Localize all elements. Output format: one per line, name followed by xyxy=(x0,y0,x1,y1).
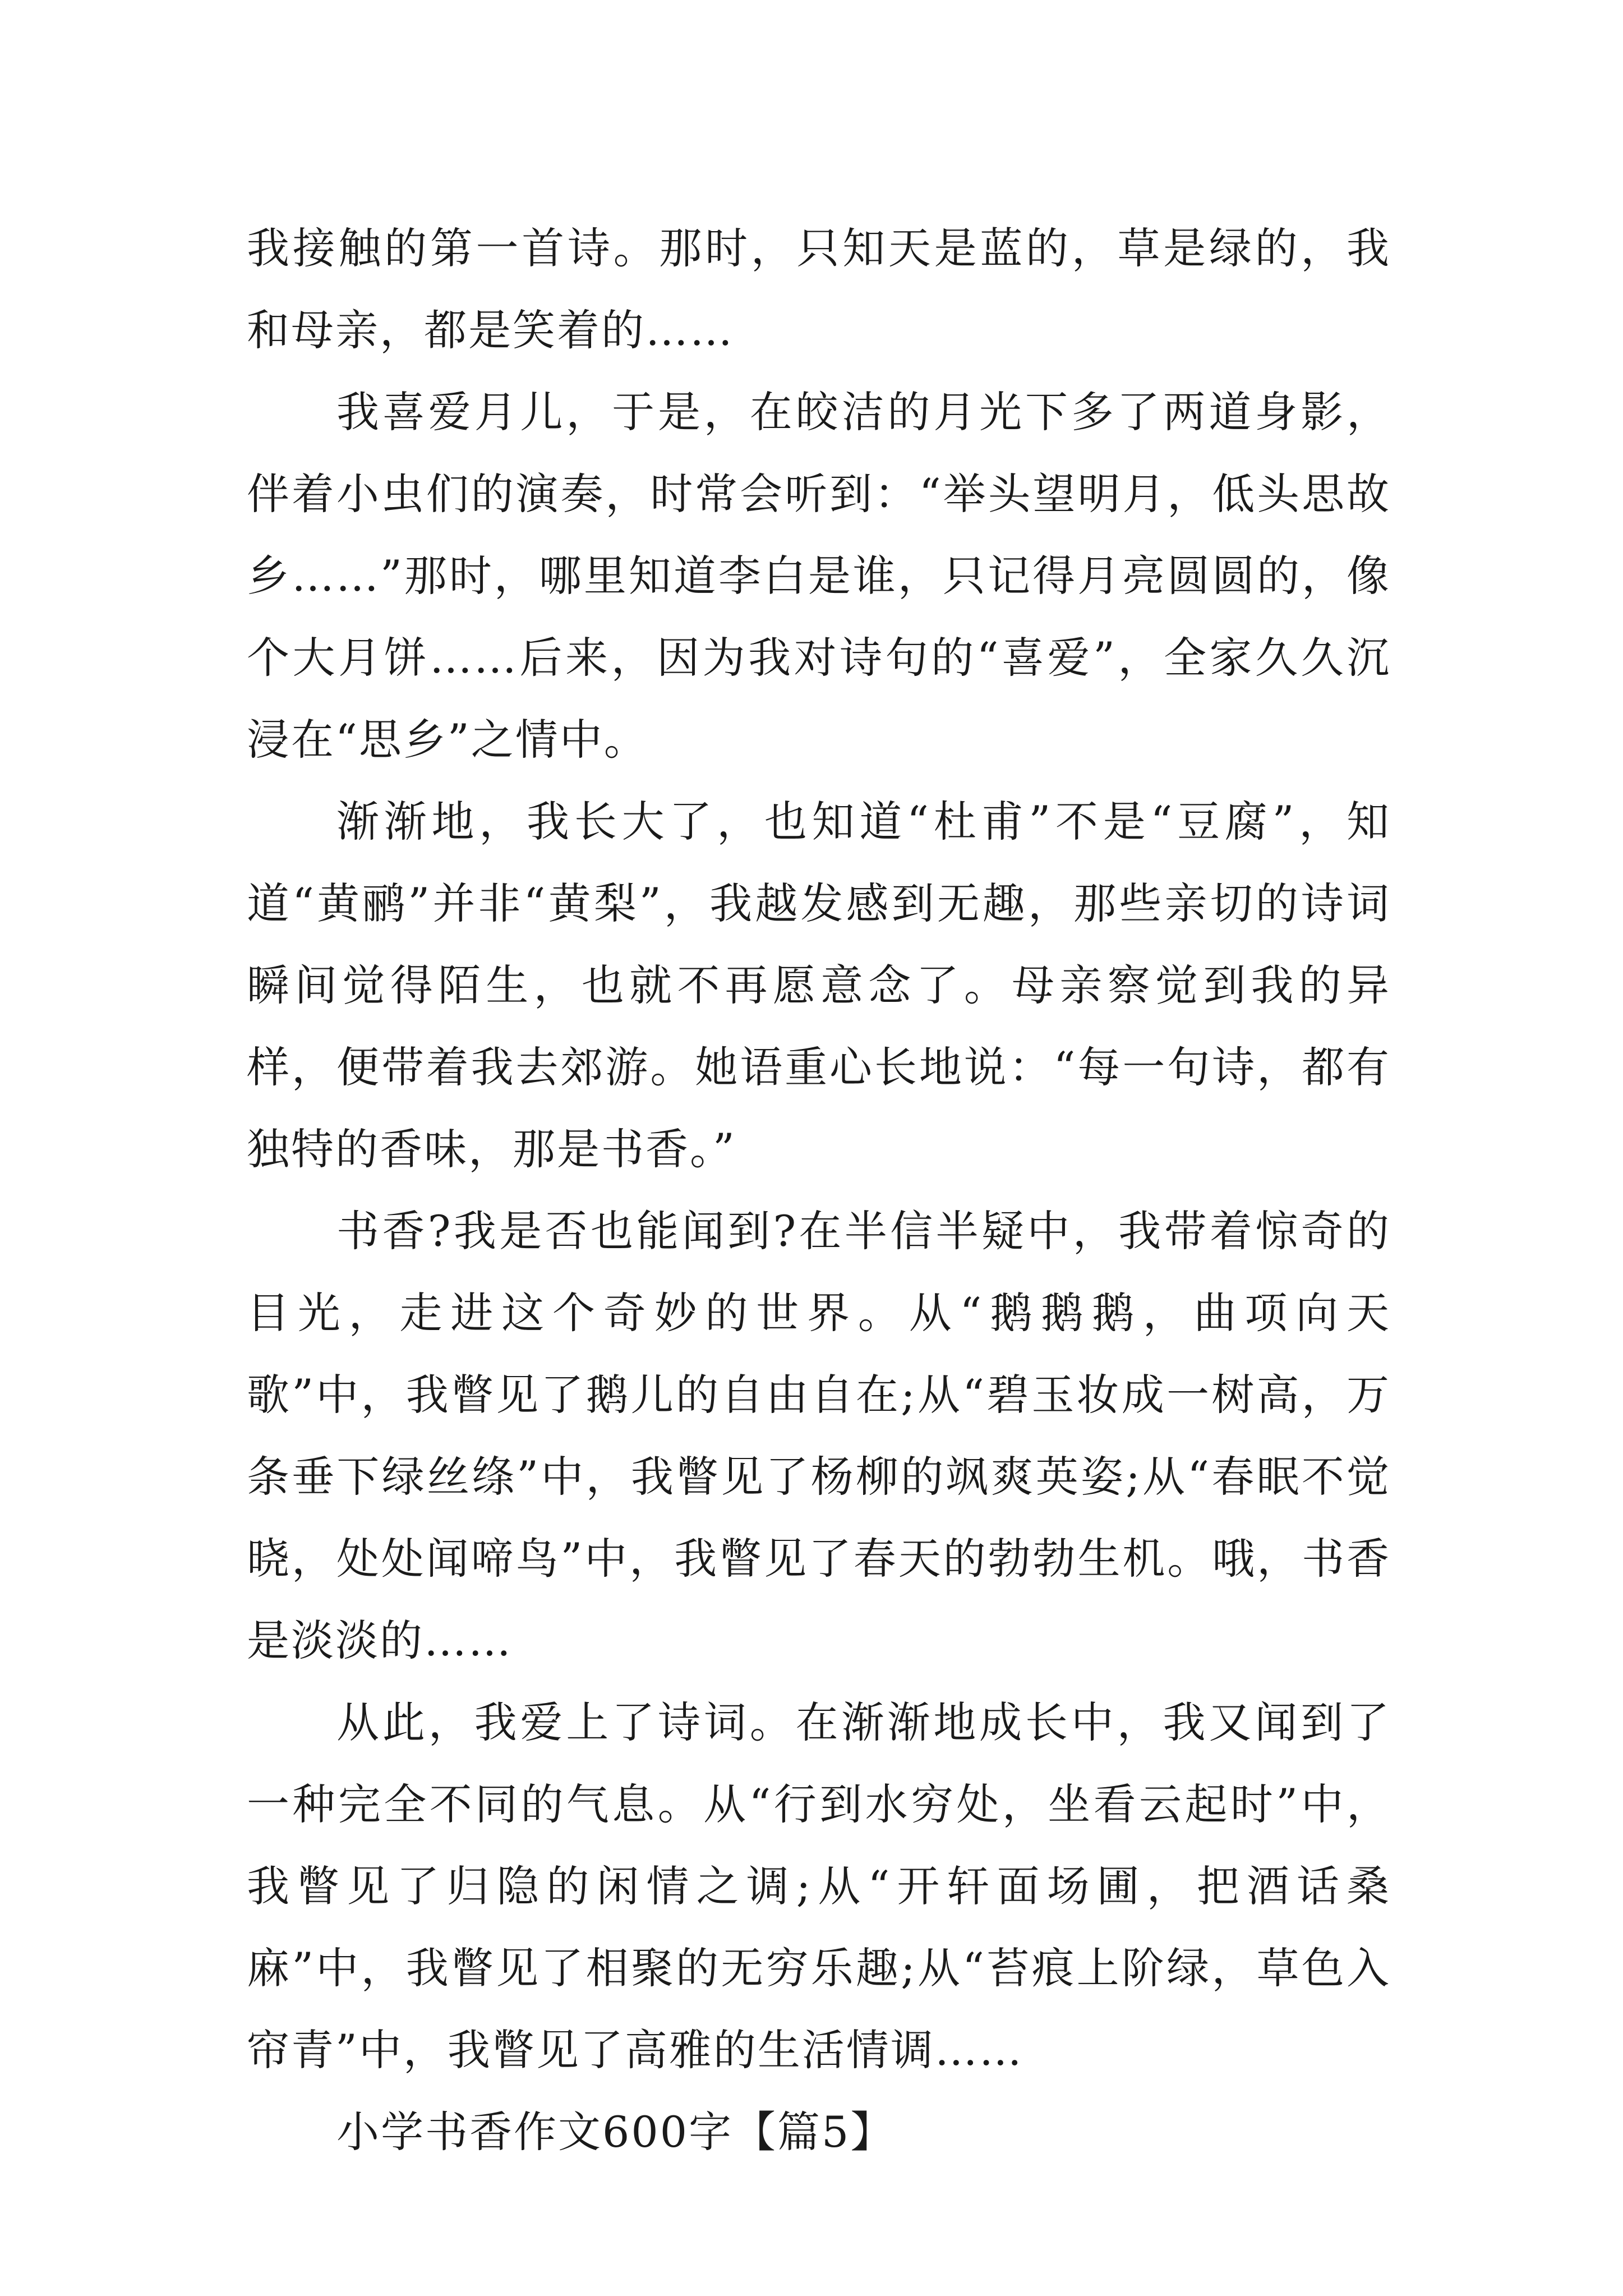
paragraph-2: 我喜爱月儿，于是，在皎洁的月光下多了两道身影，伴着小虫们的演奏，时常会听到：“举头望明月，低头思故乡……”那时，哪里知道李白是谁，只记得月亮圆圆的，像个大月饼……后来，因为我对诗句的“喜爱”，全家久久沉浸在“思乡”之情中。 xyxy=(247,387,1391,765)
paragraph-3: 渐渐地，我长大了，也知道“杜甫”不是“豆腐”，知道“黄鹂”并非“黄梨”，我越发感到无趣，那些亲切的诗词瞬间觉得陌生，也就不再愿意念了。母亲察觉到我的异样，便带着我去郊游。她语重心长地说：“每一句诗，都有独特的香味，那是书香。” xyxy=(247,797,1391,1174)
paragraph-1: 我接触的第一首诗。那时，只知天是蓝的，草是绿的，我和母亲，都是笑着的…… xyxy=(247,223,1391,355)
paragraph-5: 从此，我爱上了诗词。在渐渐地成长中，我又闻到了一种完全不同的气息。从“行到水穷处，坐看云起时”中，我瞥见了归隐的闲情之调;从“开轩面场圃，把酒话桑麻”中，我瞥见了相聚的无穷乐趣;从“苔痕上阶绿，草色入帘青”中，我瞥见了高雅的生活情调…… xyxy=(247,1697,1391,2075)
section-heading: 小学书香作文600字【篇5】 xyxy=(336,2107,895,2157)
paragraph-4: 书香?我是否也能闻到?在半信半疑中，我带着惊奇的目光，走进这个奇妙的世界。从“鹅鹅鹅，曲项向天歌”中，我瞥见了鹅儿的自由自在;从“碧玉妆成一树高，万条垂下绿丝绦”中，我瞥见了杨柳的飒爽英姿;从“春眠不觉晓，处处闻啼鸟”中，我瞥见了春天的勃勃生机。哦，书香是淡淡的…… xyxy=(247,1206,1391,1665)
document-page xyxy=(247,208,1391,2173)
